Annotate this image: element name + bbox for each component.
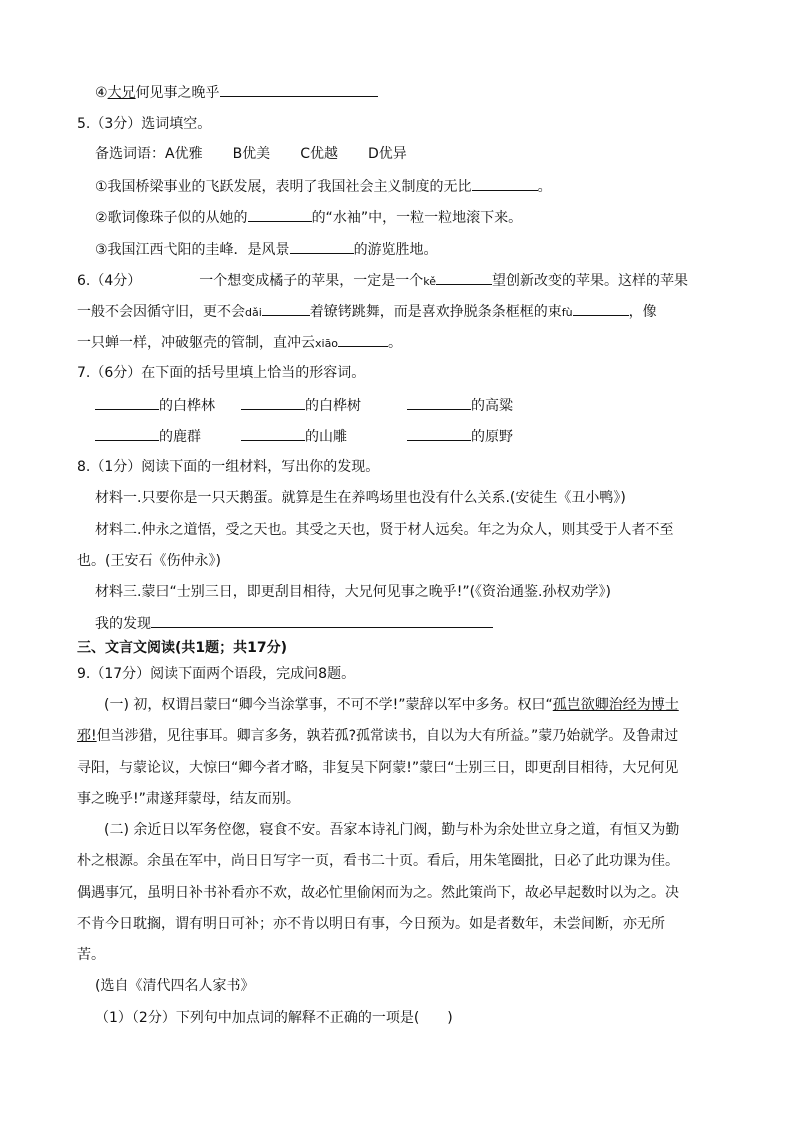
answer-blank[interactable] bbox=[290, 239, 354, 254]
q8-material2-cont: 也。(王安石《伤仲永》) bbox=[77, 553, 221, 569]
answer-blank[interactable] bbox=[573, 301, 629, 316]
option-c: C优越 bbox=[300, 146, 338, 162]
answer-blank[interactable] bbox=[407, 426, 471, 441]
q5-item2-post: 的“水袖”中，一粒一粒地滚下来。 bbox=[311, 210, 523, 226]
option-a: A优雅 bbox=[165, 146, 203, 162]
q7-word: 的鹿群 bbox=[159, 429, 201, 445]
q7-title: 7.（6分）在下面的括号里填上恰当的形容词。 bbox=[77, 365, 366, 381]
answer-blank[interactable] bbox=[472, 176, 538, 191]
q5-item3-post: 的游览胜地。 bbox=[353, 242, 438, 258]
section-title: 三、文言文阅读(共1题；共17分) bbox=[77, 640, 288, 656]
answer-blank[interactable] bbox=[241, 395, 305, 410]
underlined-term: 大兄 bbox=[107, 85, 136, 101]
q5-title: 5.（3分）选词填空。 bbox=[77, 116, 212, 132]
q6-text: 一个想变成橘子的苹果，一定是一个 bbox=[199, 273, 424, 289]
q9-p2-line1: (二) 余近日以军务倥偬，寝食不安。吾家本诗礼门阀，勤与朴为余处世立身之道，有恒又为勤 bbox=[104, 822, 680, 838]
q5-item2 bbox=[95, 207, 522, 228]
q4-item4-text: 何见事之晚乎 bbox=[135, 85, 220, 101]
answer-blank[interactable] bbox=[95, 395, 159, 410]
q7-row1 bbox=[95, 395, 513, 416]
answer-blank[interactable] bbox=[95, 426, 159, 441]
pinyin: fù bbox=[561, 306, 573, 319]
q6-text: 一般不会因循守旧，更不会 bbox=[77, 304, 245, 320]
q6-text: 。 bbox=[388, 335, 403, 351]
q9-p1-line4: 事之晚乎!”肃遂拜蒙母，结友而别。 bbox=[77, 791, 300, 807]
q7-word: 的原野 bbox=[471, 429, 513, 445]
answer-blank[interactable] bbox=[241, 426, 305, 441]
q9-p2-line5: 苦。 bbox=[77, 947, 105, 963]
q6-number: 6.（4分） bbox=[77, 273, 142, 289]
q9-p1-line1 bbox=[104, 695, 679, 715]
q8-material1: 材料一.只要你是一只天鹅蛋。就算是生在养鸣场里也没有什么关系.(安徒生《丑小鸭》) bbox=[95, 490, 626, 506]
q5-item3 bbox=[95, 239, 438, 260]
answer-blank[interactable] bbox=[407, 395, 471, 410]
q7-word: 的白桦林 bbox=[159, 398, 215, 414]
q7-row2 bbox=[95, 426, 513, 447]
q8-title: 8.（1分）阅读下面的一组材料，写出你的发现。 bbox=[77, 459, 380, 475]
q5-item1-pre: ①我国桥梁事业的飞跃发展，表明了我国社会主义制度的无比 bbox=[95, 179, 472, 195]
q9-text: 但当涉猎，见往事耳。卿言多务，孰若孤?孤常读书，自以为大有所益。”蒙乃始就学。及鲁肃过 bbox=[96, 728, 679, 744]
q5-item1-post: 。 bbox=[537, 179, 552, 195]
q9-p2-line4: 不肯今日耽搁，谓有明日可补；亦不肯以明日有事，今日预为。如是者数年，未尝间断，亦无所 bbox=[77, 916, 665, 932]
option-d: D优异 bbox=[367, 146, 407, 162]
q9-source: (选自《清代四名人家书》 bbox=[95, 978, 255, 994]
pinyin: dǎi bbox=[245, 306, 262, 319]
q6-text: ，像 bbox=[628, 304, 657, 320]
q6-text: 着镣铐跳舞，而是喜欢挣脱条条框框的束 bbox=[309, 304, 562, 320]
pinyin: kě bbox=[423, 275, 437, 288]
q5-item1 bbox=[95, 176, 552, 197]
q7-word: 的山雕 bbox=[305, 429, 347, 445]
q9-p2-line3: 偶遇事冗，虽明日补书补看亦不欢，故必忙里偷闲而为之。然此策尚下，故必早起数时以为之。决 bbox=[77, 885, 679, 901]
circled-number: ④ bbox=[95, 85, 108, 101]
q5-item3-pre: ③我国江西弋阳的圭峰．是风景 bbox=[95, 242, 290, 258]
q6-line1 bbox=[77, 270, 688, 292]
option-b: B优美 bbox=[232, 146, 271, 162]
answer-blank[interactable] bbox=[248, 207, 312, 222]
q9-sub1: （1）（2分）下列句中加点词的解释不正确的一项是( ) bbox=[95, 1010, 453, 1026]
options-label: 备选词语： bbox=[95, 146, 165, 162]
q5-options bbox=[95, 144, 407, 164]
q9-p1-line3: 寻阳，与蒙论议，大惊曰“卿今者才略，非复吴下阿蒙!”蒙曰“士别三日，即更刮目相待，大兄何见 bbox=[77, 760, 679, 776]
q7-word: 的白桦树 bbox=[305, 398, 361, 414]
finding-label: 我的发现 bbox=[95, 616, 151, 632]
answer-blank[interactable] bbox=[220, 82, 378, 97]
pinyin: xiāo bbox=[315, 337, 339, 350]
answer-blank[interactable] bbox=[151, 613, 493, 628]
underlined-sentence: 孤岂欲卿治经为博士 bbox=[552, 697, 679, 713]
q6-text: 望创新改变的苹果。这样的苹果 bbox=[492, 273, 689, 289]
q6-text: 一只蝉一样，冲破躯壳的管制，直冲云 bbox=[77, 335, 315, 351]
answer-blank[interactable] bbox=[338, 332, 388, 347]
q9-text: (一) 初，权谓吕蒙曰“卿今当涂掌事，不可不学!”蒙辞以军中多务。权曰“ bbox=[104, 697, 553, 713]
q5-item2-pre: ②歌词像珠子似的从她的 bbox=[95, 210, 248, 226]
q4-item4 bbox=[95, 82, 378, 103]
underlined-sentence: 邪! bbox=[77, 728, 97, 744]
q7-word: 的高粱 bbox=[471, 398, 513, 414]
q6-line3 bbox=[77, 332, 402, 354]
answer-blank[interactable] bbox=[262, 301, 310, 316]
q8-material2: 材料二.仲永之道悟，受之天也。其受之天也，贤于材人远矣。年之为众人，则其受于人者不至 bbox=[95, 522, 674, 538]
answer-blank[interactable] bbox=[436, 270, 492, 285]
q8-finding bbox=[95, 613, 493, 634]
q6-line2 bbox=[77, 301, 657, 323]
q9-p1-line2 bbox=[77, 726, 678, 746]
q8-material3: 材料三.蒙曰“士别三日，即更刮目相待，大兄何见事之晚乎!”(《资治通鉴.孙权劝学》) bbox=[95, 584, 611, 600]
q9-p2-line2: 朴之根源。余虽在军中，尚日日写字一页，看书二十页。看后，用朱笔圈批，日必了此功课为佳。 bbox=[77, 853, 679, 869]
q9-title: 9.（17分）阅读下面两个语段，完成问8题。 bbox=[77, 666, 356, 682]
